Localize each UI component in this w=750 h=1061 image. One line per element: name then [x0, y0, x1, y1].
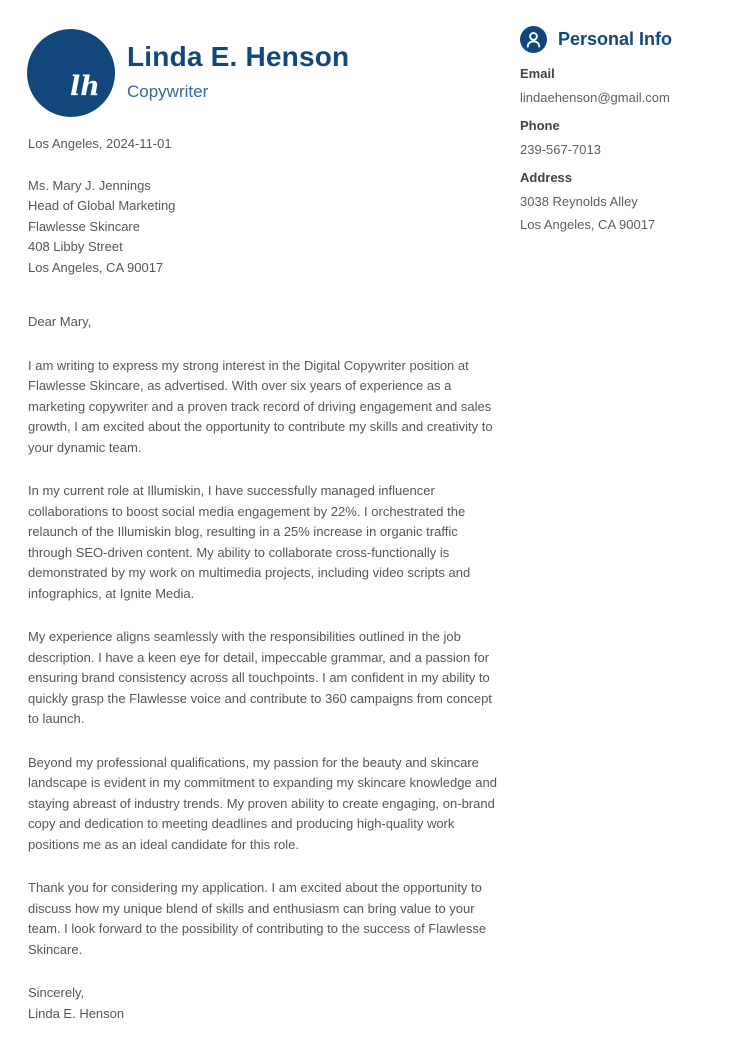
recipient-block [28, 176, 502, 279]
field-label: Phone [520, 118, 560, 133]
letter-paragraph: In my current role at Illumiskin, I have successfully managed influencer collaborations to boost social media engagement by 22%. I orchestrated the relaunch of the Illumiskin blog, resulting in a 25% increase in organic traffic through SEO-driven content. My ability to collaborate cross-functionally is demonstrated by my work on multimedia projects, including video scripts and infographics, at Ignite Media. [28, 483, 471, 601]
header-identity [127, 41, 349, 102]
contact-field-email [520, 66, 725, 108]
contact-field-address [520, 170, 725, 235]
personal-info-title: Personal Info [558, 29, 673, 49]
contact-field-phone [520, 118, 725, 160]
recipient-line: Flawlesse Skincare [28, 218, 140, 234]
recipient-line: Los Angeles, CA 90017 [28, 259, 164, 275]
personal-info-header [520, 26, 725, 53]
person-icon [520, 26, 547, 53]
closing: Sincerely, [28, 985, 85, 1000]
letter-paragraph: I am writing to express my strong interest in the Digital Copywriter position at Flawlesse Skincare, as advertised. With over six years of experience as a marketing copywriter and a proven track record of driving engagement and sales growth, I am excited about the opportunity to contribute my skills and creativity to your dynamic team. [28, 357, 493, 455]
signature-block [28, 983, 502, 1024]
personal-info-section [520, 26, 725, 245]
avatar [27, 29, 115, 117]
letter-body [28, 134, 502, 1024]
field-value: lindaehenson@gmail.com [520, 90, 670, 105]
field-value: Los Angeles, CA 90017 [520, 217, 656, 232]
letter-paragraph: Beyond my professional qualifications, my passion for the beauty and skincare landscape is evident in my commitment to expanding my skincare knowledge and staying abreast of industry trends. My proven ability to create engaging, on-brand copy and dedication to meeting deadlines and producing high-quality work positions me as an ideal candidate for this role. [28, 754, 497, 852]
recipient-line: Head of Global Marketing [28, 198, 176, 213]
recipient-line: 408 Libby Street [28, 239, 123, 254]
letter-paragraph: Thank you for considering my application. I am excited about the opportunity to discuss how my unique blend of skills and enthusiasm can bring value to your team. I look forward to the possibility of contributing to the success of Flawlesse Skincare. [28, 880, 487, 957]
recipient-line: Ms. Mary J. Jennings [28, 177, 151, 193]
page-title: Linda E. Henson [127, 41, 350, 72]
avatar-monogram: lh [70, 70, 100, 102]
field-label: Address [520, 170, 573, 185]
signature-name: Linda E. Henson [28, 1005, 125, 1021]
job-title: Copywriter [127, 82, 209, 101]
date-line: Los Angeles, 2024-11-01 [28, 136, 172, 151]
field-label: Email [520, 66, 555, 81]
letter-paragraph: My experience aligns seamlessly with the responsibilities outlined in the job description. I have a keen eye for detail, impeccable grammar, and a passion for ensuring brand consistency across all touchpoints. I am confident in my ability to quickly grasp the Flawlesse voice and contribute to 360 campaigns from concept to launch. [28, 629, 492, 726]
salutation: Dear Mary, [28, 314, 92, 329]
field-value: 3038 Reynolds Alley [520, 194, 638, 209]
field-value: 239-567-7013 [520, 142, 601, 157]
